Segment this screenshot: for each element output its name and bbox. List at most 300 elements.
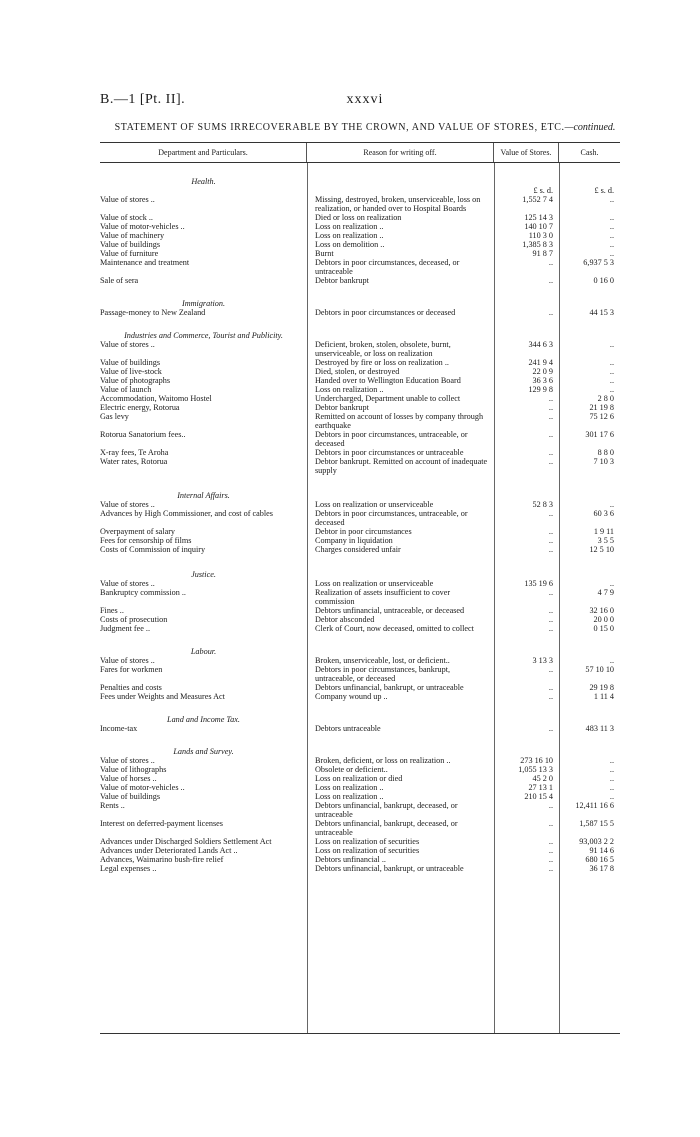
cash-value: .. (609, 195, 614, 204)
stores-value: .. (548, 864, 553, 873)
particular-text: Value of live-stock (100, 367, 162, 376)
table-row (100, 683, 620, 692)
cash-value: 8 8 0 (597, 448, 614, 457)
particular-cell (100, 430, 307, 448)
cash-value: 301 17 6 (585, 430, 614, 439)
reason-cell (307, 837, 494, 846)
cash-value: 3 5 5 (597, 536, 614, 545)
reason-text: Charges considered unfair (315, 545, 401, 554)
reason-cell (307, 231, 494, 240)
table-row (100, 864, 620, 873)
table-row (100, 412, 620, 430)
stores-value: .. (548, 588, 553, 597)
particular-text: Advances under Deteriorated Lands Act .. (100, 846, 238, 855)
reason-text: Handed over to Wellington Education Board (315, 376, 461, 385)
reason-text: Died or loss on realization (315, 213, 402, 222)
particular-text: Value of buildings (100, 358, 161, 367)
particular-text: Accommodation, Waitomo Hostel (100, 394, 212, 403)
table-header (100, 142, 620, 163)
stores-value: .. (548, 683, 553, 692)
cash-value: .. (609, 340, 614, 349)
reason-text: Deficient, broken, stolen, obsolete, burnt, unserviceable, or loss on realization (315, 340, 451, 358)
table-row (100, 258, 620, 276)
particular-text: Maintenance and treatment (100, 258, 190, 267)
reason-text: Broken, deficient, or loss on realization .. (315, 756, 451, 765)
column-header-cash: Cash. (580, 148, 599, 157)
reason-cell (307, 624, 494, 633)
particular-cell (100, 376, 307, 385)
table-row (100, 448, 620, 457)
stores-value: 140 10 7 (524, 222, 553, 231)
reason-cell (307, 457, 494, 475)
stores-value: .. (548, 846, 553, 855)
stores-value: 22 0 9 (532, 367, 553, 376)
section-title: Health. (191, 177, 216, 186)
reason-text: Loss on demolition .. (315, 240, 385, 249)
reason-cell (307, 588, 494, 606)
reason-text: Destroyed by fire or loss on realization .. (315, 358, 449, 367)
stores-value: .. (548, 724, 553, 733)
particular-cell (100, 258, 307, 276)
reason-cell (307, 213, 494, 222)
reason-text: Debtors in poor circumstances, deceased, or untraceable (315, 258, 460, 276)
table-row (100, 276, 620, 285)
particular-cell (100, 276, 307, 285)
reason-cell (307, 819, 494, 837)
reason-cell (307, 864, 494, 873)
table-content (100, 163, 620, 873)
table-row (100, 403, 620, 412)
table-row (100, 340, 620, 358)
stores-value: .. (548, 276, 553, 285)
particular-text: Advances by High Commissioner, and cost of cables (100, 509, 273, 518)
particular-cell (100, 448, 307, 457)
particular-cell (100, 457, 307, 475)
stores-value: .. (548, 536, 553, 545)
cash-value: 7 10 3 (593, 457, 614, 466)
reason-cell (307, 509, 494, 527)
table-row (100, 615, 620, 624)
particular-text: Value of stores .. (100, 656, 155, 665)
section-title: Land and Income Tax. (167, 715, 240, 724)
particular-cell (100, 801, 307, 819)
reason-cell (307, 765, 494, 774)
cash-value: 36 17 8 (589, 864, 614, 873)
particular-text: Fees for censorship of films (100, 536, 192, 545)
table-row (100, 457, 620, 475)
particular-text: Electric energy, Rotorua (100, 403, 180, 412)
particular-text: Judgment fee .. (100, 624, 151, 633)
particular-cell (100, 367, 307, 376)
reason-text: Undercharged, Department unable to collect (315, 394, 461, 403)
reason-text: Loss on realization .. (315, 231, 384, 240)
cash-value: .. (609, 376, 614, 385)
table-row (100, 724, 620, 733)
cash-value: 1,587 15 5 (579, 819, 614, 828)
particular-cell (100, 855, 307, 864)
particular-text: Value of photographs (100, 376, 171, 385)
reason-text: Broken, unserviceable, lost, or deficient.. (315, 656, 450, 665)
particular-cell (100, 606, 307, 615)
cash-value: 4 7 9 (597, 588, 614, 597)
reason-text: Debtors in poor circumstances, untraceable, or deceased (315, 430, 468, 448)
stores-value: .. (548, 545, 553, 554)
particular-cell (100, 783, 307, 792)
particular-text: Penalties and costs (100, 683, 162, 692)
table-row (100, 509, 620, 527)
units-row (100, 186, 620, 195)
reason-text: Company in liquidation (315, 536, 393, 545)
reason-text: Clerk of Court, now deceased, omitted to collect (315, 624, 474, 633)
stores-value: .. (548, 448, 553, 457)
stores-value: 3 13 3 (532, 656, 553, 665)
table-row (100, 358, 620, 367)
reason-text: Missing, destroyed, broken, unserviceable, loss on realization, or handed over to Hospital Boards (315, 195, 481, 213)
particular-text: Value of launch (100, 385, 152, 394)
particular-text: Value of stores .. (100, 195, 155, 204)
units-spacer (100, 186, 307, 195)
reason-cell (307, 308, 494, 317)
cash-value: 20 0 0 (593, 615, 614, 624)
stores-value: .. (548, 624, 553, 633)
cash-value: 60 3 6 (593, 509, 614, 518)
section-title: Labour. (190, 647, 217, 656)
statement-title-main: STATEMENT OF SUMS IRRECOVERABLE BY THE CROWN, AND VALUE OF STORES, ETC. (114, 122, 565, 133)
reason-cell (307, 276, 494, 285)
particular-cell (100, 864, 307, 873)
page-header (100, 92, 630, 112)
cash-value: .. (609, 756, 614, 765)
particular-text: Value of horses .. (100, 774, 157, 783)
stores-value: 241 9 4 (528, 358, 553, 367)
section-title: Industries and Commerce, Tourist and Publicity. (124, 331, 283, 340)
stores-value: 273 16 10 (520, 756, 553, 765)
page-number: xxxvi (346, 92, 384, 107)
reason-cell (307, 222, 494, 231)
stores-value: .. (548, 692, 553, 701)
cash-value: .. (609, 765, 614, 774)
stores-value: .. (548, 527, 553, 536)
reason-cell (307, 403, 494, 412)
particular-cell (100, 240, 307, 249)
table-row (100, 792, 620, 801)
particular-text: Sale of sera (100, 276, 139, 285)
cash-value: .. (609, 385, 614, 394)
particular-text: Value of buildings (100, 792, 161, 801)
table-row (100, 846, 620, 855)
column-header-department: Department and Particulars. (100, 143, 307, 162)
cash-value: .. (609, 792, 614, 801)
reason-cell (307, 545, 494, 554)
particular-cell (100, 509, 307, 527)
reason-cell (307, 500, 494, 509)
particular-text: Value of stores .. (100, 500, 155, 509)
particular-text: Income-tax (100, 724, 138, 733)
stores-value: 45 2 0 (532, 774, 553, 783)
reason-cell (307, 783, 494, 792)
reason-text: Debtors in poor circumstances, untraceable, or deceased (315, 509, 468, 527)
cash-value: 29 19 8 (589, 683, 614, 692)
cash-value: .. (609, 774, 614, 783)
particular-cell (100, 340, 307, 358)
table-row (100, 774, 620, 783)
stores-value: 129 9 8 (528, 385, 553, 394)
reason-text: Debtors unfinancial .. (315, 855, 386, 864)
cash-value: .. (609, 231, 614, 240)
stores-value: 344 6 3 (528, 340, 553, 349)
reason-cell (307, 340, 494, 358)
reason-cell (307, 367, 494, 376)
stores-value: .. (548, 403, 553, 412)
reason-text: Debtors unfinancial, bankrupt, or untraceable (315, 683, 464, 692)
table-row (100, 656, 620, 665)
particular-text: Legal expenses .. (100, 864, 157, 873)
reason-cell (307, 536, 494, 545)
particular-text: Value of buildings (100, 240, 161, 249)
cash-value: .. (609, 579, 614, 588)
reason-cell (307, 448, 494, 457)
particular-cell (100, 656, 307, 665)
particular-cell (100, 846, 307, 855)
particular-cell (100, 222, 307, 231)
reason-cell (307, 683, 494, 692)
reason-cell (307, 376, 494, 385)
reason-text: Loss on realization .. (315, 385, 384, 394)
cash-value: .. (609, 249, 614, 258)
reason-text: Loss on realization or unserviceable (315, 579, 434, 588)
document-reference: B.—1 [Pt. II]. (100, 92, 186, 107)
reason-text: Remitted on account of losses by company through earthquake (315, 412, 484, 430)
stores-value: 1,055 13 3 (518, 765, 553, 774)
particular-text: Value of stores .. (100, 579, 155, 588)
reason-cell (307, 579, 494, 588)
particular-text: Value of stock .. (100, 213, 153, 222)
particular-cell (100, 308, 307, 317)
reason-cell (307, 430, 494, 448)
reason-cell (307, 724, 494, 733)
table-row (100, 527, 620, 536)
particular-cell (100, 385, 307, 394)
cash-value: 483 11 3 (585, 724, 614, 733)
reason-cell (307, 756, 494, 765)
reason-cell (307, 846, 494, 855)
reason-cell (307, 195, 494, 213)
table-row (100, 376, 620, 385)
cash-value: .. (609, 783, 614, 792)
particular-cell (100, 683, 307, 692)
cash-value: 2 8 0 (597, 394, 614, 403)
reason-text: Loss on realization .. (315, 792, 384, 801)
particular-text: Value of lithographs (100, 765, 167, 774)
reason-cell (307, 801, 494, 819)
stores-value: .. (548, 258, 553, 267)
reason-cell (307, 774, 494, 783)
stores-value: .. (548, 457, 553, 466)
table-row (100, 665, 620, 683)
table-row (100, 783, 620, 792)
reason-cell (307, 792, 494, 801)
cash-value: 0 15 0 (593, 624, 614, 633)
reason-text: Debtors unfinancial, untraceable, or deceased (315, 606, 465, 615)
stores-value: .. (548, 665, 553, 674)
reason-text: Died, stolen, or destroyed (315, 367, 400, 376)
particular-text: X-ray fees, Te Aroha (100, 448, 169, 457)
reason-cell (307, 615, 494, 624)
stores-value: .. (548, 509, 553, 518)
table-row (100, 756, 620, 765)
particular-cell (100, 774, 307, 783)
particular-cell (100, 624, 307, 633)
reason-text: Debtors unfinancial, bankrupt, deceased, or untraceable (315, 819, 458, 837)
particular-text: Passage-money to New Zealand (100, 308, 206, 317)
reason-text: Debtors unfinancial, bankrupt, deceased, or untraceable (315, 801, 458, 819)
statement-title (100, 122, 630, 133)
reason-cell (307, 249, 494, 258)
table-row (100, 588, 620, 606)
table-row (100, 579, 620, 588)
column-header-reason: Reason for writing off. (307, 143, 494, 162)
stores-value: 210 15 4 (524, 792, 553, 801)
particular-cell (100, 724, 307, 733)
particular-cell (100, 615, 307, 624)
particular-cell (100, 403, 307, 412)
reason-text: Loss on realization or unserviceable (315, 500, 434, 509)
stores-value: 27 13 1 (528, 783, 553, 792)
particular-cell (100, 527, 307, 536)
stores-value: 91 8 7 (532, 249, 553, 258)
particular-text: Rents .. (100, 801, 125, 810)
particular-cell (100, 819, 307, 837)
table-row (100, 231, 620, 240)
particular-text: Value of stores .. (100, 756, 155, 765)
particular-cell (100, 545, 307, 554)
stores-value: 36 3 6 (532, 376, 553, 385)
table-body (100, 163, 620, 1034)
particular-cell (100, 756, 307, 765)
section-title: Justice. (191, 570, 216, 579)
table-row (100, 195, 620, 213)
particular-text: Overpayment of salary (100, 527, 176, 536)
stores-value: 52 8 3 (532, 500, 553, 509)
particular-text: Fees under Weights and Measures Act (100, 692, 225, 701)
particular-cell (100, 412, 307, 430)
particular-cell (100, 394, 307, 403)
cash-value: 0 16 0 (593, 276, 614, 285)
section-title: Lands and Survey. (173, 747, 234, 756)
cash-value: .. (609, 213, 614, 222)
table-row (100, 367, 620, 376)
cash-value: .. (609, 367, 614, 376)
reason-text: Debtors in poor circumstances or deceased (315, 308, 456, 317)
reason-text: Loss on realization of securities (315, 846, 420, 855)
section-title: Internal Affairs. (177, 491, 230, 500)
table-row (100, 430, 620, 448)
particular-text: Gas levy (100, 412, 129, 421)
particular-cell (100, 692, 307, 701)
reason-text: Company wound up .. (315, 692, 388, 701)
particular-text: Interest on deferred-payment licenses (100, 819, 223, 828)
stores-value: .. (548, 615, 553, 624)
stores-value: .. (548, 412, 553, 421)
particular-text: Water rates, Rotorua (100, 457, 168, 466)
table-row (100, 385, 620, 394)
cash-value: 680 16 5 (585, 855, 614, 864)
particular-text: Bankruptcy commission .. (100, 588, 186, 597)
cash-value: 93,003 2 2 (579, 837, 614, 846)
stores-units: £ s. d. (533, 186, 553, 195)
reason-text: Debtors unfinancial, bankrupt, or untraceable (315, 864, 464, 873)
reason-cell (307, 394, 494, 403)
table-row (100, 240, 620, 249)
cash-value: .. (609, 358, 614, 367)
cash-value: 91 14 6 (589, 846, 614, 855)
table-row (100, 308, 620, 317)
reason-cell (307, 606, 494, 615)
reason-text: Debtors untraceable (315, 724, 381, 733)
section-title: Immigration. (182, 299, 225, 308)
stores-value: 135 19 6 (524, 579, 553, 588)
particular-text: Value of furniture (100, 249, 159, 258)
stores-value: .. (548, 430, 553, 439)
reason-cell (307, 527, 494, 536)
cash-value: 1 11 4 (593, 692, 614, 701)
reason-text: Debtor in poor circumstances (315, 527, 412, 536)
cash-value: 6,937 5 3 (583, 258, 614, 267)
cash-value: .. (609, 240, 614, 249)
statement-title-suffix: —continued. (564, 122, 616, 133)
reason-cell (307, 258, 494, 276)
particular-cell (100, 579, 307, 588)
particular-cell (100, 195, 307, 213)
stores-value: .. (548, 819, 553, 828)
table-row (100, 765, 620, 774)
table-row (100, 606, 620, 615)
table-row (100, 624, 620, 633)
stores-value: 1,385 8 3 (522, 240, 553, 249)
reason-cell (307, 412, 494, 430)
particular-cell (100, 765, 307, 774)
cash-value: .. (609, 222, 614, 231)
stores-value: 110 3 0 (528, 231, 553, 240)
reason-text: Loss on realization of securities (315, 837, 420, 846)
table-row (100, 222, 620, 231)
table-row (100, 213, 620, 222)
reason-text: Debtor bankrupt (315, 403, 369, 412)
table-row (100, 819, 620, 837)
particular-cell (100, 231, 307, 240)
particular-cell (100, 792, 307, 801)
reason-cell (307, 855, 494, 864)
stores-value: 1,552 7 4 (522, 195, 553, 204)
stores-value: .. (548, 837, 553, 846)
cash-value: 75 12 6 (589, 412, 614, 421)
particular-cell (100, 249, 307, 258)
stores-value: .. (548, 606, 553, 615)
particular-text: Value of motor-vehicles .. (100, 783, 185, 792)
table-row (100, 536, 620, 545)
particular-cell (100, 588, 307, 606)
particular-text: Advances under Discharged Soldiers Settlement Act (100, 837, 272, 846)
table-row (100, 394, 620, 403)
table-row (100, 249, 620, 258)
particular-text: Costs of Commission of inquiry (100, 545, 206, 554)
cash-units: £ s. d. (594, 186, 614, 195)
particular-text: Value of stores .. (100, 340, 155, 349)
cash-value: 21 19 8 (589, 403, 614, 412)
stores-value: .. (548, 308, 553, 317)
stores-value: .. (548, 855, 553, 864)
cash-value: 32 16 0 (589, 606, 614, 615)
